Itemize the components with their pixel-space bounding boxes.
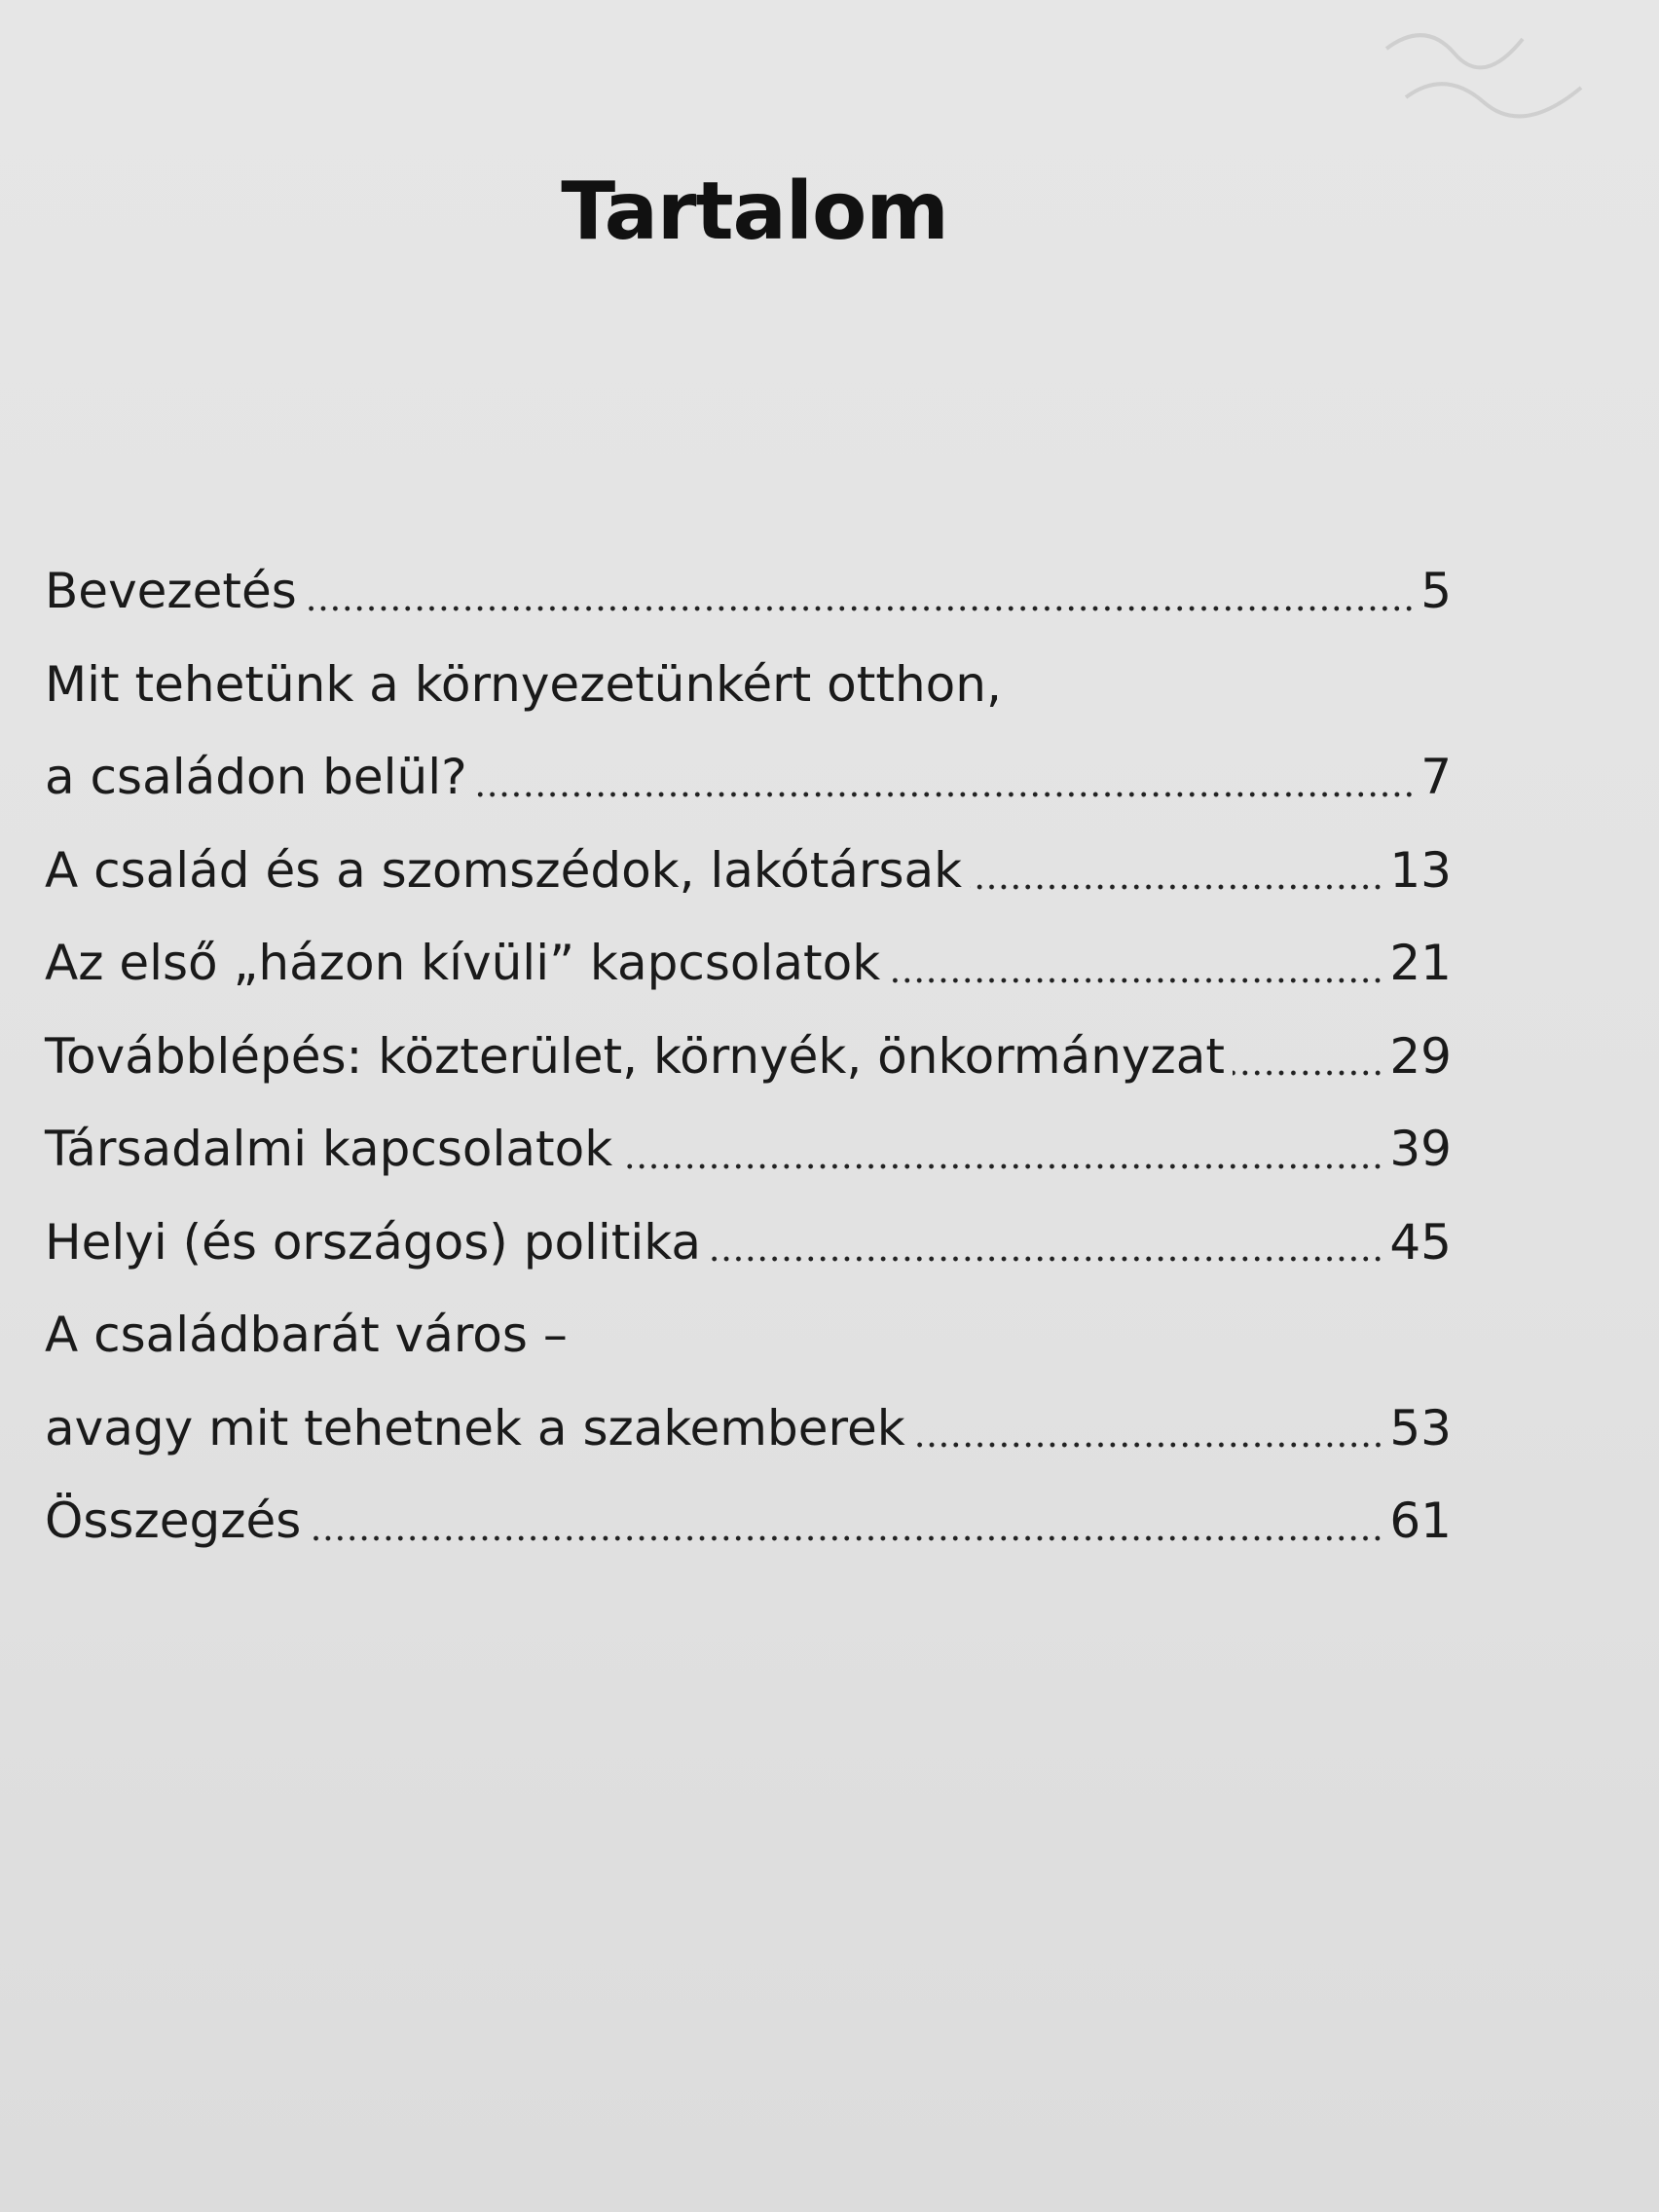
- toc-entry: [45, 1011, 1452, 1104]
- toc-entry: [45, 639, 1452, 732]
- dot-leader: [709, 1254, 1383, 1264]
- toc-entry: [45, 1382, 1452, 1476]
- dot-leader: [1233, 1068, 1383, 1078]
- toc-entry-label: Továbblépés: közterület, környék, önkormányzat: [45, 1027, 1226, 1085]
- toc-entry: [45, 1289, 1452, 1382]
- toc-entry-label: Társadalmi kapcsolatok: [45, 1121, 613, 1177]
- toc-entry: [45, 545, 1452, 639]
- toc-entry-label: A családbarát város –: [45, 1307, 568, 1363]
- dot-leader: [305, 604, 1415, 613]
- toc-entry-page: 13: [1389, 841, 1452, 899]
- toc-entry-page: 53: [1389, 1399, 1452, 1456]
- toc-entry: [45, 731, 1452, 825]
- toc-entry-page: 39: [1389, 1121, 1452, 1177]
- toc-entry: [45, 1475, 1452, 1568]
- handwritten-mark: [1367, 10, 1620, 127]
- dot-leader: [913, 1440, 1384, 1450]
- toc-entry-label: A család és a szomszédok, lakótársak: [45, 841, 963, 899]
- toc-entry-page: 5: [1420, 563, 1452, 619]
- toc-entry-page: 29: [1389, 1027, 1452, 1085]
- toc-entry: [45, 917, 1452, 1011]
- toc-entry-label: Bevezetés: [45, 563, 297, 619]
- toc-entry-label: avagy mit tehetnek a szakemberek: [45, 1399, 905, 1456]
- toc-entry-page: 45: [1389, 1213, 1452, 1271]
- toc-entry: [45, 1197, 1452, 1290]
- table-of-contents: [45, 545, 1452, 1568]
- toc-entry-page: 61: [1389, 1493, 1452, 1549]
- toc-entry: [45, 1103, 1452, 1197]
- toc-entry: [45, 825, 1452, 918]
- dot-leader: [888, 976, 1383, 985]
- toc-entry-page: 21: [1389, 935, 1452, 991]
- dot-leader: [970, 882, 1383, 892]
- toc-entry-label: a családon belül?: [45, 749, 467, 805]
- toc-entry-page: 7: [1420, 749, 1452, 805]
- dot-leader: [309, 1533, 1383, 1543]
- toc-entry-label: Mit tehetünk a környezetünkért otthon,: [45, 655, 1002, 713]
- toc-entry-label: Összegzés: [45, 1493, 302, 1549]
- toc-entry-label: Helyi (és országos) politika: [45, 1213, 702, 1271]
- page-title: Tartalom: [561, 166, 948, 258]
- dot-leader: [475, 790, 1416, 799]
- dot-leader: [620, 1161, 1383, 1171]
- toc-entry-label: Az első „házon kívüli” kapcsolatok: [45, 935, 881, 991]
